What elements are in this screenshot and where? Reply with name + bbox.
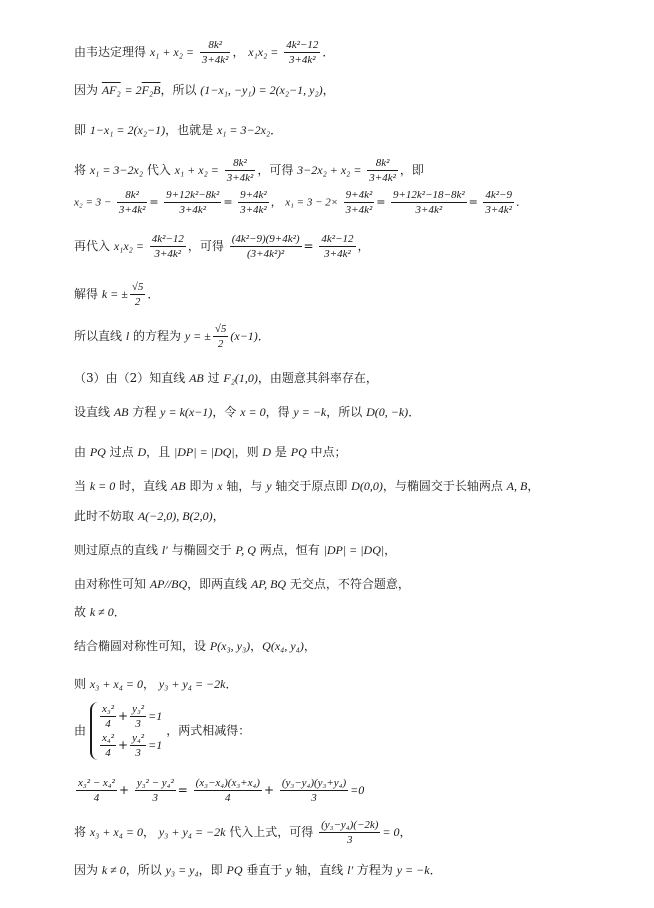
seg: 由韦达定理得 xyxy=(74,45,150,59)
text-line-1: 由韦达定理得 x₁ + x₂ = $\frac{\text{8k²}}{\text{3+4k²}}$ ， x₁x₂ = $\frac{\text{4k²−12}}{\text{3+4k²}}$ ． xyxy=(74,39,335,66)
text-line-22: 因为 k ≠ 0，所以 y₃ = y₄，即 PQ 垂直于 y 轴，直线 l′ 方程为 y = −k． xyxy=(74,863,442,877)
text-line-17: 结合椭圆对称性可知，设 P(x₃, y₃)，Q(x₄, y₄)， xyxy=(74,639,316,653)
text-line-14: 则过原点的直线 l′ 与椭圆交于 P, Q 两点，恒有 |DP| = |DQ|， xyxy=(74,543,397,557)
text-line-9: （3）由（2）知直线 AB 过 F₂(1,0)，由题意其斜率存在， xyxy=(74,371,378,385)
text-line-21: 将 x₃ + x₄ = 0， y₃ + y₄ = −2k 代入上式，可得 $\frac{\text{(y₃−y₄)(−2k)}}{3}$ = 0， xyxy=(74,819,412,846)
text-line-13: 此时不妨取 A(−2,0), B(2,0)， xyxy=(74,509,225,523)
text-line-4: 将 x₁ = 3−2x₂ 代入 x₁ + x₂ = $\frac{\text{8k²}}{\text{3+4k²}}$ ，可得 3−2x₂ + x₂ = $\frac{\text{8k²}}{\text{3+4k²}}$ ，即 xyxy=(74,157,424,184)
text-line-11: 由 PQ 过点 D，且 |DP| = |DQ|，则 D 是 PQ 中点； xyxy=(74,445,347,459)
text-line-15: 由对称性可知 AP//BQ，即两直线 AP, BQ 无交点，不符合题意， xyxy=(74,577,410,591)
text-line-16: 故 k ≠ 0． xyxy=(74,605,126,619)
text-line-12: 当 k = 0 时，直线 AB 即为 x 轴，与 y 轴交于原点即 D(0,0)，与椭圆交于长轴两点 A, B， xyxy=(74,479,540,493)
text-line-6: 再代入 x₁x₂ = $\frac{\text{4k²−12}}{\text{3+4k²}}$ ，可得 $\frac{\text{(4k²−9)(9+4k²)}}{\text{(3+4k²)²}}$ = $\frac{\text{4k²−12}}{\text{3+4k²}}$ ， xyxy=(74,233,370,260)
text-line-18: 则 x₃ + x₄ = 0， y₃ + y₄ = −2k． xyxy=(74,677,238,691)
text-line-2: 因为 AF₂ = 2F₂B，所以 (1−x₁, −y₁) = 2(x₂−1, y₂)， xyxy=(74,83,335,97)
text-line-5: x₂ = 3 − $\frac{\text{8k²}}{\text{3+4k²}}$ = $\frac{\text{9+12k²−8k²}}{\text{3+4k²}}$ = $\frac{\text{9+4k²}}{\text{3+4k²}}$ ， x₁ = 3 − 2× $\frac{\text{9+4k²}}{\text{3+4k²}}$ = $\frac{\text{9+12k²−18−8k²}}{\text{3+4k²}}$ = $\frac{\text{4k²−9}}{\text{3+4k²}}$ ． xyxy=(74,189,527,216)
text-line-20: $\frac{\text{x₃² − x₄²}}{4}$ + $\frac{\text{y₃² − y₄²}}{3}$ = $\frac{\text{(x₃−x₄)(x₃+x₄)}}{4}$ + $\frac{\text{(y₃−y₄)(y₃+y₄)}}{3}$ =0 xyxy=(78,777,365,804)
text-line-10: 设直线 AB 方程 y = k(x−1)，令 x = 0，得 y = −k，所以 D(0, −k)． xyxy=(74,405,421,419)
equation-system: $\frac{\text{x₃²}}{4}$ + $\frac{\text{y₃²}}{3}$ =1 $\frac{\text{x₄²}}{4}$ + $\frac{\text{y₄²}}{3}$ =1 xyxy=(90,702,162,760)
text-line-3: 即 1−x₁ = 2(x₂−1)，也就是 x₁ = 3−2x₂． xyxy=(74,123,283,137)
text-line-19: 由 $\frac{\text{x₃²}}{4}$ + $\frac{\text{y₃²}}{3}$ =1 $\frac{\text{x₄²}}{4}$ + $\frac{\text{y₄²}}{3}$ =1 ，两式相减得： xyxy=(74,703,251,759)
text-line-8: 所以直线 l 的方程为 y = ± $\frac{√5}{2}$ (x−1)． xyxy=(74,323,270,350)
text-line-7: 解得 k = ± $\frac{√5}{2}$ ． xyxy=(74,281,160,308)
